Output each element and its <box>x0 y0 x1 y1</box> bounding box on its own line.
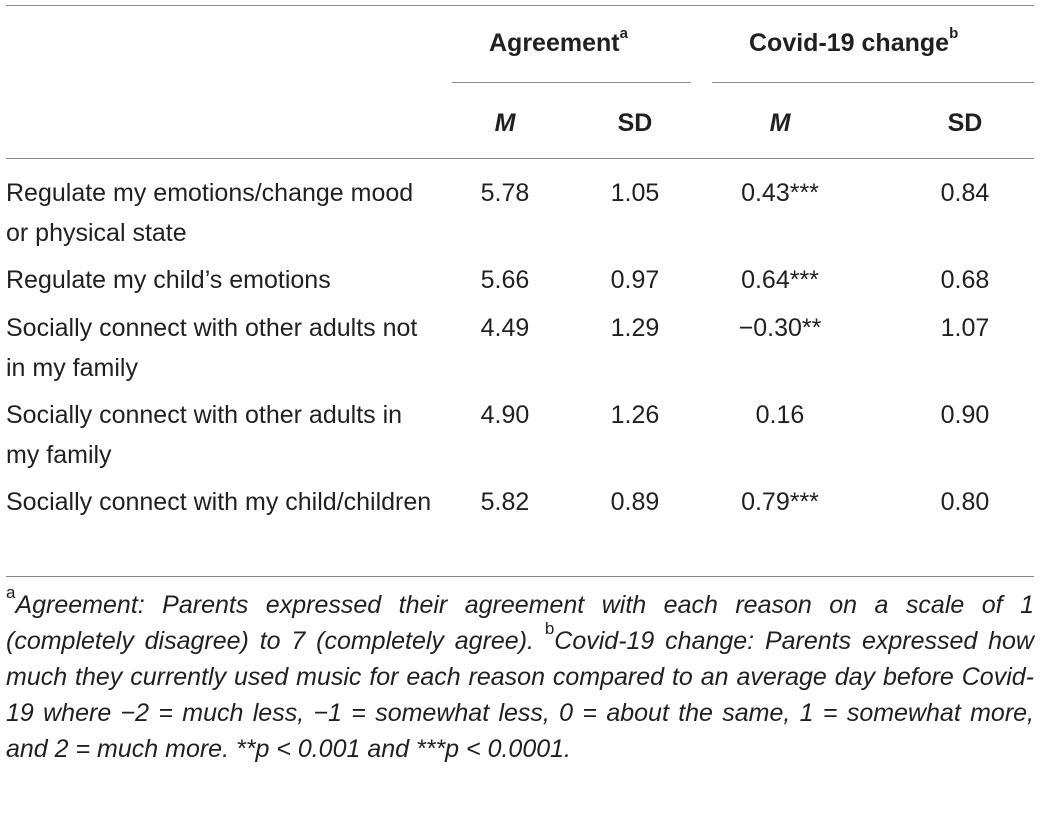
table-bottom-rule <box>6 576 1034 577</box>
footnote-b-text: Covid-19 change: Parents expressed how much they currently used music for each reason compared to an average day before Covid-19 where −2 = much less, −1 = somewhat less, 0 = about the same, 1 = somewhat more, and 2 = much more. **p < 0.001 and ***p < 0.0001. <box>6 627 1034 763</box>
footnote-a-text: Agreement: Parents expressed their agreement with each reason on a scale of 1 (completely disagree) to 7 (completely agree). <box>6 591 1034 655</box>
covid-sd-value: 0.68 <box>940 266 990 294</box>
agreement-sd-value: 1.26 <box>610 401 660 429</box>
agreement-sd-value: 1.29 <box>610 314 660 342</box>
row-label: Regulate my child’s emotions <box>6 266 331 294</box>
agreement-m-value: 5.82 <box>480 488 530 516</box>
agreement-sd-value: 0.97 <box>610 266 660 294</box>
covid-sd-value: 0.80 <box>940 488 990 516</box>
agreement-m-value: 5.66 <box>480 266 530 294</box>
footnote-a-marker: a <box>6 583 16 602</box>
agreement-m-header: M <box>494 109 516 137</box>
row-label: Socially connect with my child/children <box>6 488 432 516</box>
agreement-m-value: 4.90 <box>480 401 530 429</box>
covid-sd-header: SD <box>947 109 983 137</box>
covid-m-value: 0.64*** <box>741 266 819 294</box>
agreement-m-value: 4.49 <box>480 314 530 342</box>
agreement-sd-value: 1.05 <box>610 179 660 207</box>
covid-group-rule <box>712 82 1034 83</box>
agreement-header: Agreement$^a$ <box>489 25 628 57</box>
row-label: Socially connect with other adults in my family <box>6 401 403 469</box>
agreement-sd-value: 0.89 <box>610 488 660 516</box>
table-footnote <box>6 583 1034 767</box>
covid-m-value: 0.79*** <box>741 488 819 516</box>
covid-change-header: Covid-19 change$^b$ <box>749 25 959 57</box>
covid-sd-value: 0.90 <box>940 401 990 429</box>
agreement-sd-header: SD <box>617 109 653 137</box>
covid-m-value: 0.16 <box>755 401 805 429</box>
row-label: Socially connect with other adults not in my family <box>6 314 418 382</box>
covid-header-sup: b <box>949 25 959 42</box>
agreement-m-value: 5.78 <box>480 179 530 207</box>
agreement-header-sup: a <box>619 25 628 42</box>
row-label: Regulate my emotions/change mood or physical state <box>6 179 414 247</box>
covid-sd-value: 1.07 <box>940 314 990 342</box>
agreement-group-rule <box>452 82 691 83</box>
header-bottom-rule <box>6 158 1034 159</box>
covid-sd-value: 0.84 <box>940 179 990 207</box>
covid-m-header: M <box>769 109 791 137</box>
footnote-b-marker: b <box>544 619 555 638</box>
top-rule <box>6 5 1034 6</box>
covid-m-value: 0.43*** <box>741 179 819 207</box>
covid-m-value: −0.30** <box>738 314 822 342</box>
